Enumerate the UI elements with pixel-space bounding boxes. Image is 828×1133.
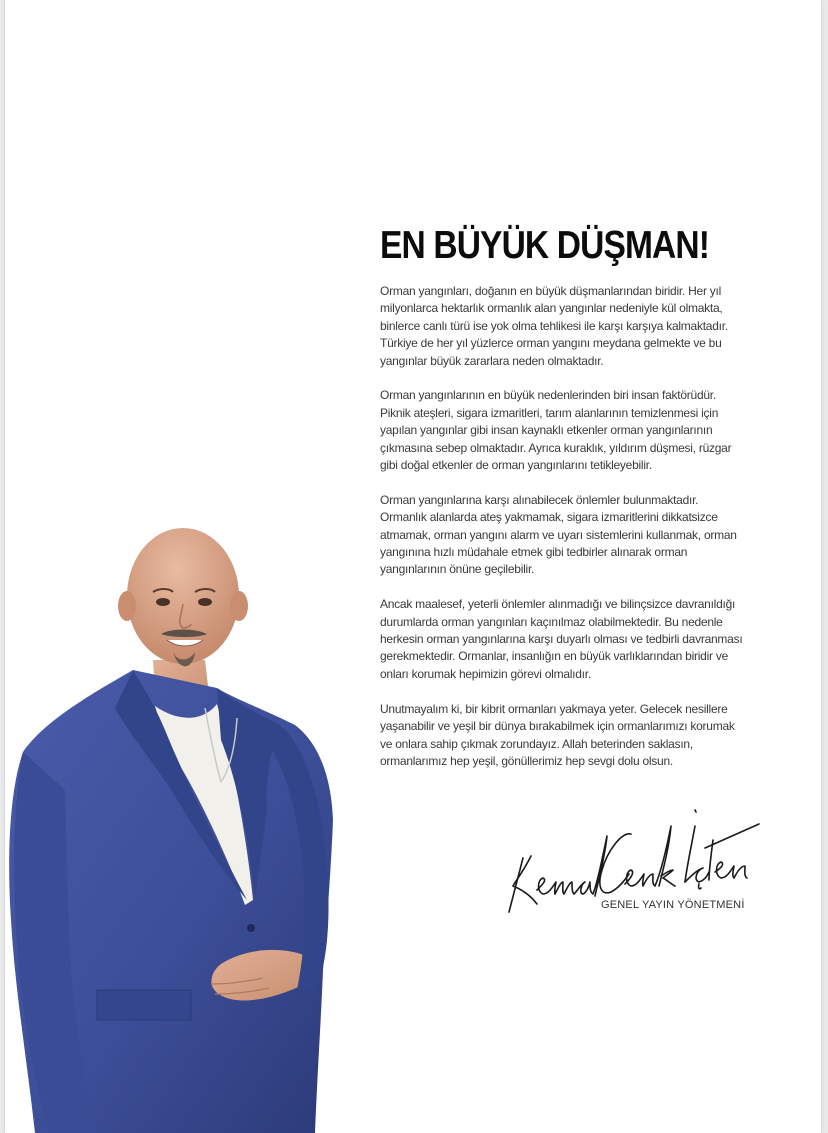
article-headline: EN BÜYÜK DÜŞMAN!	[380, 224, 710, 267]
article-paragraph: Orman yangınlarına karşı alınabilecek önlemler bulunmaktadır. Ormanlık alanlarda ateş yakmamak, sigara izmaritlerini dikkatsizce atmamak, orman yangını alarm ve uyarı sistemlerini kullanmak, orman yangınına hızlı müdahale etmek gibi tedbirler alınarak orman yangınlarının önüne geçilebilir.	[380, 492, 737, 577]
article-paragraph: Orman yangınlarının en büyük nedenlerinden biri insan faktörüdür. Piknik ateşleri, sigara izmaritleri, tarım alanlarının temizlenmesi için yapılan yangınlar gibi insan kaynaklı etkenler orman yangınlarının çıkmasına sebep olmaktadır. Ayrıca kuraklık, yıldırım düşmesi, rüzgar gibi doğal etkenler de orman yangınlarını tetikleyebilir.	[380, 388, 732, 473]
article-paragraph: Ancak maalesef, yeterli önlemler alınmadığı ve bilinçsizce davranıldığı durumlarda orman yangınları kaçınılmaz olabilmektedir. Bu nedenle herkesin orman yangınlarına karşı duyarlı olması ve tedbirli davranması gerekmektedir. Ormanlar, insanlığın en büyük varlıklarından biridir ve onları korumak hepimizin görevi olmalıdır.	[380, 597, 743, 681]
article-paragraph: Unutmayalım ki, bir kibrit ormanları yakmaya yeter. Gelecek nesillere yaşanabilir ve yeşil bir dünya bırakabilmek için ormanlarımızı korumak ve onlara sahip çıkmak zorundayız. Allah beterinden saklasın, ormanlarımız hep yeşil, gönüllerimiz hep sevgi dolu olsun.	[380, 701, 735, 768]
portrait-photo	[5, 520, 345, 1133]
article-paragraph: Orman yangınları, doğanın en büyük düşmanlarından biridir. Her yıl milyonlarca hektarlık ormanlık alan yangınlar nedeniyle kül olmakta, binlerce canlı türü ise yok olma tehlikesi ile karşı karşıya kalmaktadır. Türkiye de her yıl yüzlerce orman yangını meydana gelmekte ve bu yangınlar büyük zararlara neden olmaktadır.	[380, 284, 728, 368]
article-body	[380, 283, 745, 788]
magazine-page	[5, 0, 821, 1133]
signer-title: GENEL YAYIN YÖNETMENİ	[601, 899, 745, 911]
